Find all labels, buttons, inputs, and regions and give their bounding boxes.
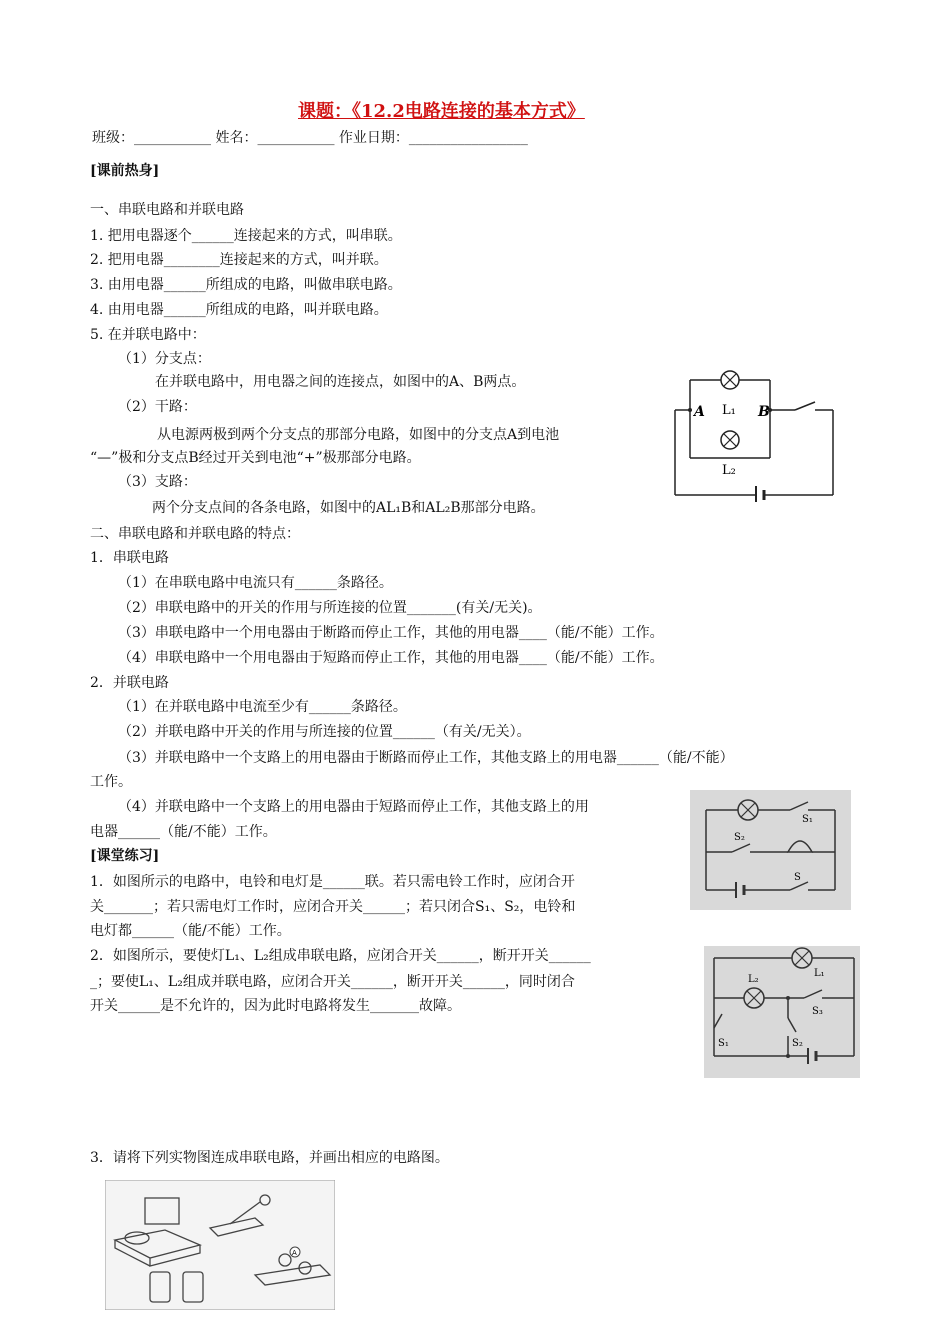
lamp-icon (738, 800, 758, 820)
question-2-line: _；要使L₁、L₂组成并联电路，应闭合开关______，断开开关______，同时闭合 (90, 974, 575, 990)
branch-point-label: （1）分支点： (118, 351, 211, 367)
part1-item: 3. 由用电器______所组成的电路，叫做串联电路。 (90, 277, 402, 293)
parallel-heading: 2．并联电路 (90, 675, 169, 691)
question-1-line: 1．如图所示的电路中，电铃和电灯是______联。若只需电铃工作时，应闭合开 (90, 874, 575, 890)
parallel-item: 工作。 (90, 774, 132, 790)
bell-icon (788, 841, 812, 852)
part1-item: 2. 把用电器________连接起来的方式，叫并联。 (90, 252, 388, 268)
part1-item: 5. 在并联电路中： (90, 327, 206, 343)
lamp-l1-label: L₁ (722, 403, 736, 418)
parallel-item: 电器______（能/不能）工作。 (90, 824, 277, 840)
lamp-l1-icon (792, 948, 812, 968)
branch-circuit-label: （3）支路： (118, 474, 197, 490)
switch-s-label: S (794, 872, 801, 883)
series-item: （4）串联电路中一个用电器由于短路而停止工作，其他的用电器____（能/不能）工作。 (118, 650, 664, 666)
branch-circuit-text: 两个分支点间的各条电路，如图中的AL₁B和AL₂B那部分电路。 (152, 500, 545, 516)
switch-s2-label: S₂ (734, 832, 745, 843)
question-2-line: 2．如图所示，要使灯L₁、L₂组成串联电路，应闭合开关______，断开开关______ (90, 948, 591, 964)
question-1-line: 电灯都______（能/不能）工作。 (90, 923, 291, 939)
main-circuit-text: “—”极和分支点B经过开关到电池“+”极那部分电路。 (90, 450, 421, 466)
main-circuit-text: 从电源两极到两个分支点的那部分电路，如图中的分支点A到电池 (157, 427, 560, 443)
bulb-label: A (292, 1249, 297, 1257)
part2-heading: 二、串联电路和并联电路的特点： (90, 526, 300, 542)
question-1-line: 关_______；若只需电灯工作时，应闭合开关______；若只闭合S₁、S₂，电铃和 (90, 899, 576, 915)
point-b-label: B (758, 404, 770, 420)
parallel-circuit-diagram (670, 370, 840, 502)
lamp-l2-label: L₂ (748, 974, 759, 985)
lamp-l2-icon (744, 988, 764, 1008)
two-lamp-switch-circuit-photo (704, 946, 860, 1078)
bell-lamp-circuit-photo (690, 790, 851, 910)
question-3-text: 3．请将下列实物图连成串联电路，并画出相应的电路图。 (90, 1150, 449, 1166)
parallel-item: （3）并联电路中一个支路上的用电器由于断路而停止工作，其他支路上的用电器______（能/不能） (118, 750, 734, 766)
series-heading: 1．串联电路 (90, 550, 169, 566)
lamp-l2-icon (721, 431, 739, 449)
lamp-l1-icon (721, 371, 739, 389)
switch-s1-label: S₁ (802, 814, 813, 825)
switch-s3-label: S₃ (812, 1006, 823, 1017)
student-info-line: 班级：___________ 姓名：___________ 作业日期：_________________ (92, 130, 528, 146)
parallel-item: （1）在并联电路中电流至少有______条路径。 (118, 699, 407, 715)
series-item: （3）串联电路中一个用电器由于断路而停止工作，其他的用电器____（能/不能）工作。 (118, 625, 664, 641)
section-warmup: [课前热身] (90, 163, 160, 179)
switch-s1-label: S₁ (718, 1038, 729, 1049)
part1-item: 4. 由用电器______所组成的电路，叫并联电路。 (90, 302, 388, 318)
switch-s2-label: S₂ (792, 1038, 803, 1049)
part1-heading: 一、串联电路和并联电路 (90, 202, 244, 218)
main-circuit-label: （2）干路： (118, 399, 197, 415)
part1-item: 1. 把用电器逐个______连接起来的方式，叫串联。 (90, 228, 402, 244)
branch-point-text: 在并联电路中，用电器之间的连接点，如图中的A、B两点。 (155, 374, 526, 390)
point-a-label: A (694, 404, 705, 420)
parallel-item: （4）并联电路中一个支路上的用电器由于短路而停止工作，其他支路上的用 (118, 799, 589, 815)
lamp-l1-label: L₁ (814, 968, 825, 979)
page-title: 课题：《12.2电路连接的基本方式》 (298, 101, 585, 122)
series-item: （1）在串联电路中电流只有______条路径。 (118, 575, 393, 591)
lamp-l2-label: L₂ (722, 463, 736, 478)
question-2-line: 开关______是不允许的，因为此时电路将发生_______故障。 (90, 998, 461, 1014)
parallel-item: （2）并联电路中开关的作用与所连接的位置______（有关/无关）。 (118, 724, 531, 740)
series-item: （2）串联电路中的开关的作用与所连接的位置_______(有关/无关)。 (118, 600, 542, 616)
physical-components-drawing (105, 1180, 335, 1310)
section-practice: [课堂练习] (90, 848, 160, 864)
